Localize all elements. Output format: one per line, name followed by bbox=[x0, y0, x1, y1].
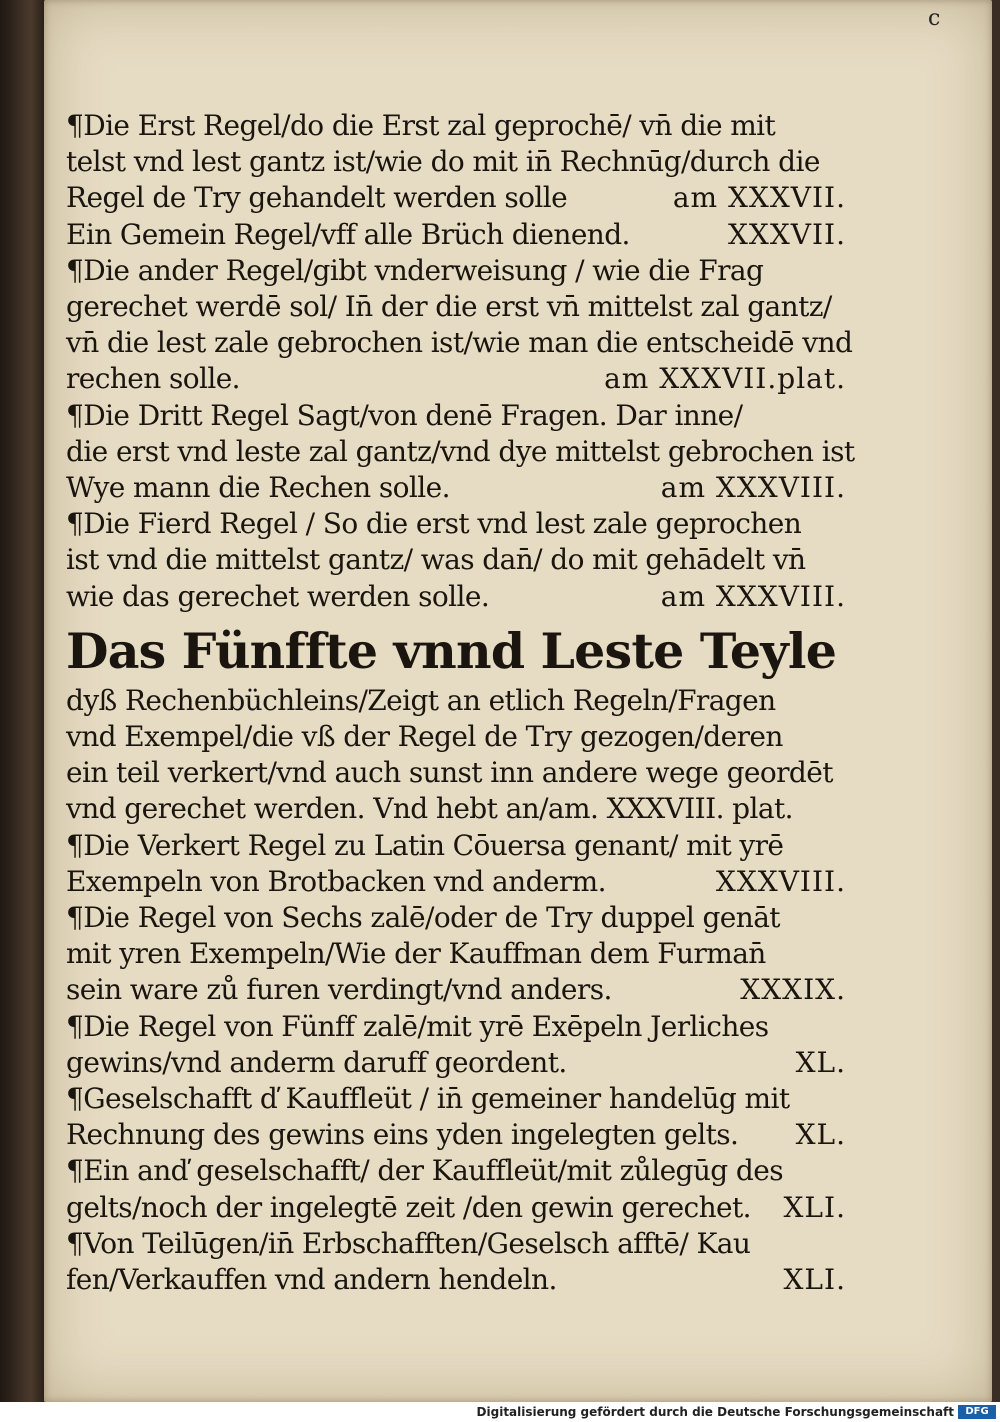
line-text: rechen solle. bbox=[66, 362, 240, 396]
text-line bbox=[66, 1009, 846, 1045]
folio-reference: XXXVII. bbox=[727, 217, 846, 251]
text-line bbox=[66, 542, 846, 578]
line-text: vnd Exempel/die vß der Regel de Try gezogen/deren bbox=[66, 720, 783, 754]
text-line bbox=[66, 1081, 846, 1117]
line-text: Regel de Try gehandelt werden solle bbox=[66, 181, 568, 215]
folio-reference: XL. bbox=[795, 1118, 846, 1152]
table-of-contents-part-1 bbox=[66, 108, 855, 615]
text-line bbox=[66, 683, 846, 719]
text-line bbox=[66, 755, 846, 791]
line-text: gelts/noch der ingelegtē zeit /den gewin gerechet. bbox=[66, 1190, 751, 1224]
text-line bbox=[66, 579, 846, 615]
line-text: ist vnd die mittelst gantz/ was dan̄/ do mit gehādelt vn̄ bbox=[66, 543, 806, 577]
text-line bbox=[66, 1045, 846, 1081]
text-line bbox=[66, 325, 853, 361]
line-text: ¶Die Erst Regel/do die Erst zal geprochē/ vn̄ die mit bbox=[66, 109, 776, 142]
text-line bbox=[66, 180, 846, 216]
line-text: ¶Ein anď geselschafft/ der Kauffleüt/mit zůlegūg des bbox=[66, 1154, 783, 1188]
text-line bbox=[66, 217, 846, 253]
folio-reference: am XXXVIII. bbox=[660, 579, 846, 613]
line-text: mit yren Exempeln/Wie der Kauffman dem Furman̄ bbox=[66, 937, 766, 971]
line-text: ¶Die ander Regel/gibt vnderweisung / wie die Frag bbox=[66, 253, 764, 287]
line-text: Rechnung des gewins eins yden ingelegten gelts. bbox=[66, 1118, 739, 1152]
dfg-logo: DFG bbox=[958, 1405, 996, 1419]
line-text: ¶Geselschafft ď Kauffleüt / in̄ gemeiner handelūg mit bbox=[66, 1082, 790, 1116]
folio-reference: am XXXVII. bbox=[672, 181, 846, 215]
text-line bbox=[66, 470, 846, 506]
line-text: ¶Von Teilūgen/in̄ Erbschafften/Geselsch afftē/ Kau bbox=[66, 1226, 751, 1260]
text-line bbox=[66, 936, 846, 972]
text-line bbox=[66, 900, 846, 936]
text-line bbox=[66, 108, 846, 144]
line-text: vnd gerechet werden. Vnd hebt an/am. XXXVIII. plat. bbox=[66, 792, 793, 826]
folio-reference: am XXXVII.plat. bbox=[604, 362, 846, 396]
text-line bbox=[66, 434, 855, 470]
folio-reference: XXXIX. bbox=[740, 973, 846, 1007]
line-text: ¶Die Fierd Regel / So die erst vnd lest zale geprochen bbox=[66, 507, 802, 541]
text-line bbox=[66, 1117, 846, 1153]
page-mark: c bbox=[928, 6, 941, 31]
line-text: ¶Die Verkert Regel zu Latin Cōuersa genant/ mit yrē bbox=[66, 828, 784, 862]
line-text: gerechet werdē sol/ In̄ der die erst vn̄ mittelst zal gantz/ bbox=[66, 290, 832, 324]
folio-reference: XL. bbox=[795, 1045, 846, 1079]
text-line bbox=[66, 144, 846, 180]
line-text: wie das gerechet werden solle. bbox=[66, 579, 490, 613]
text-line bbox=[66, 719, 846, 755]
line-text: ¶Die Regel von Sechs zalē/oder de Try duppel genāt bbox=[66, 901, 780, 935]
folio-reference: XLI. bbox=[783, 1190, 846, 1224]
footer-bar bbox=[0, 1402, 1000, 1422]
folio-reference: XLI. bbox=[783, 1263, 846, 1297]
footer-credit: Digitalisierung gefördert durch die Deutsche Forschungsgemeinschaft bbox=[476, 1405, 954, 1419]
text-line bbox=[66, 791, 846, 827]
folio-reference: am XXXVIII. bbox=[660, 471, 846, 505]
line-text: fen/Verkauffen vnd andern hendeln. bbox=[66, 1263, 557, 1297]
text-line bbox=[66, 1226, 846, 1262]
text-line bbox=[66, 398, 846, 434]
text-line bbox=[66, 361, 846, 397]
line-text: Wye mann die Rechen solle. bbox=[66, 471, 450, 505]
text-line bbox=[66, 828, 846, 864]
line-text: die erst vnd leste zal gantz/vnd dye mittelst gebrochen ist bbox=[66, 434, 855, 468]
page-text bbox=[66, 108, 855, 1298]
text-line bbox=[66, 289, 846, 325]
text-line bbox=[66, 253, 846, 289]
section-heading: Das Fünffte vnnd Leste Teyle bbox=[66, 621, 837, 680]
line-text: ¶Die Dritt Regel Sagt/von denē Fragen. Dar inne/ bbox=[66, 398, 743, 432]
line-text: telst vnd lest gantz ist/wie do mit in̄ Rechnūg/durch die bbox=[66, 145, 820, 179]
text-line bbox=[66, 506, 846, 542]
text-line bbox=[66, 1153, 846, 1189]
line-text: sein ware zů furen verdingt/vnd anders. bbox=[66, 973, 612, 1007]
line-text: gewins/vnd anderm daruff geordent. bbox=[66, 1045, 567, 1079]
line-text: Ein Gemein Regel/vff alle Brüch dienend. bbox=[66, 217, 630, 251]
table-of-contents-part-2 bbox=[66, 683, 846, 1298]
line-text: vn̄ die lest zale gebrochen ist/wie man die entscheidē vnd bbox=[66, 326, 853, 360]
text-line bbox=[66, 864, 846, 900]
folio-reference: XXXVIII. bbox=[715, 864, 846, 898]
text-line bbox=[66, 1190, 846, 1226]
line-text: ein teil verkert/vnd auch sunst inn andere wege geordēt bbox=[66, 756, 833, 790]
text-line bbox=[66, 1262, 846, 1298]
line-text: Exempeln von Brotbacken vnd anderm. bbox=[66, 864, 606, 898]
line-text: dyß Rechenbüchleins/Zeigt an etlich Regeln/Fragen bbox=[66, 683, 776, 717]
book-spine bbox=[0, 0, 44, 1402]
text-line bbox=[66, 972, 846, 1008]
line-text: ¶Die Regel von Fünff zalē/mit yrē Exēpeln Jerliches bbox=[66, 1009, 769, 1043]
